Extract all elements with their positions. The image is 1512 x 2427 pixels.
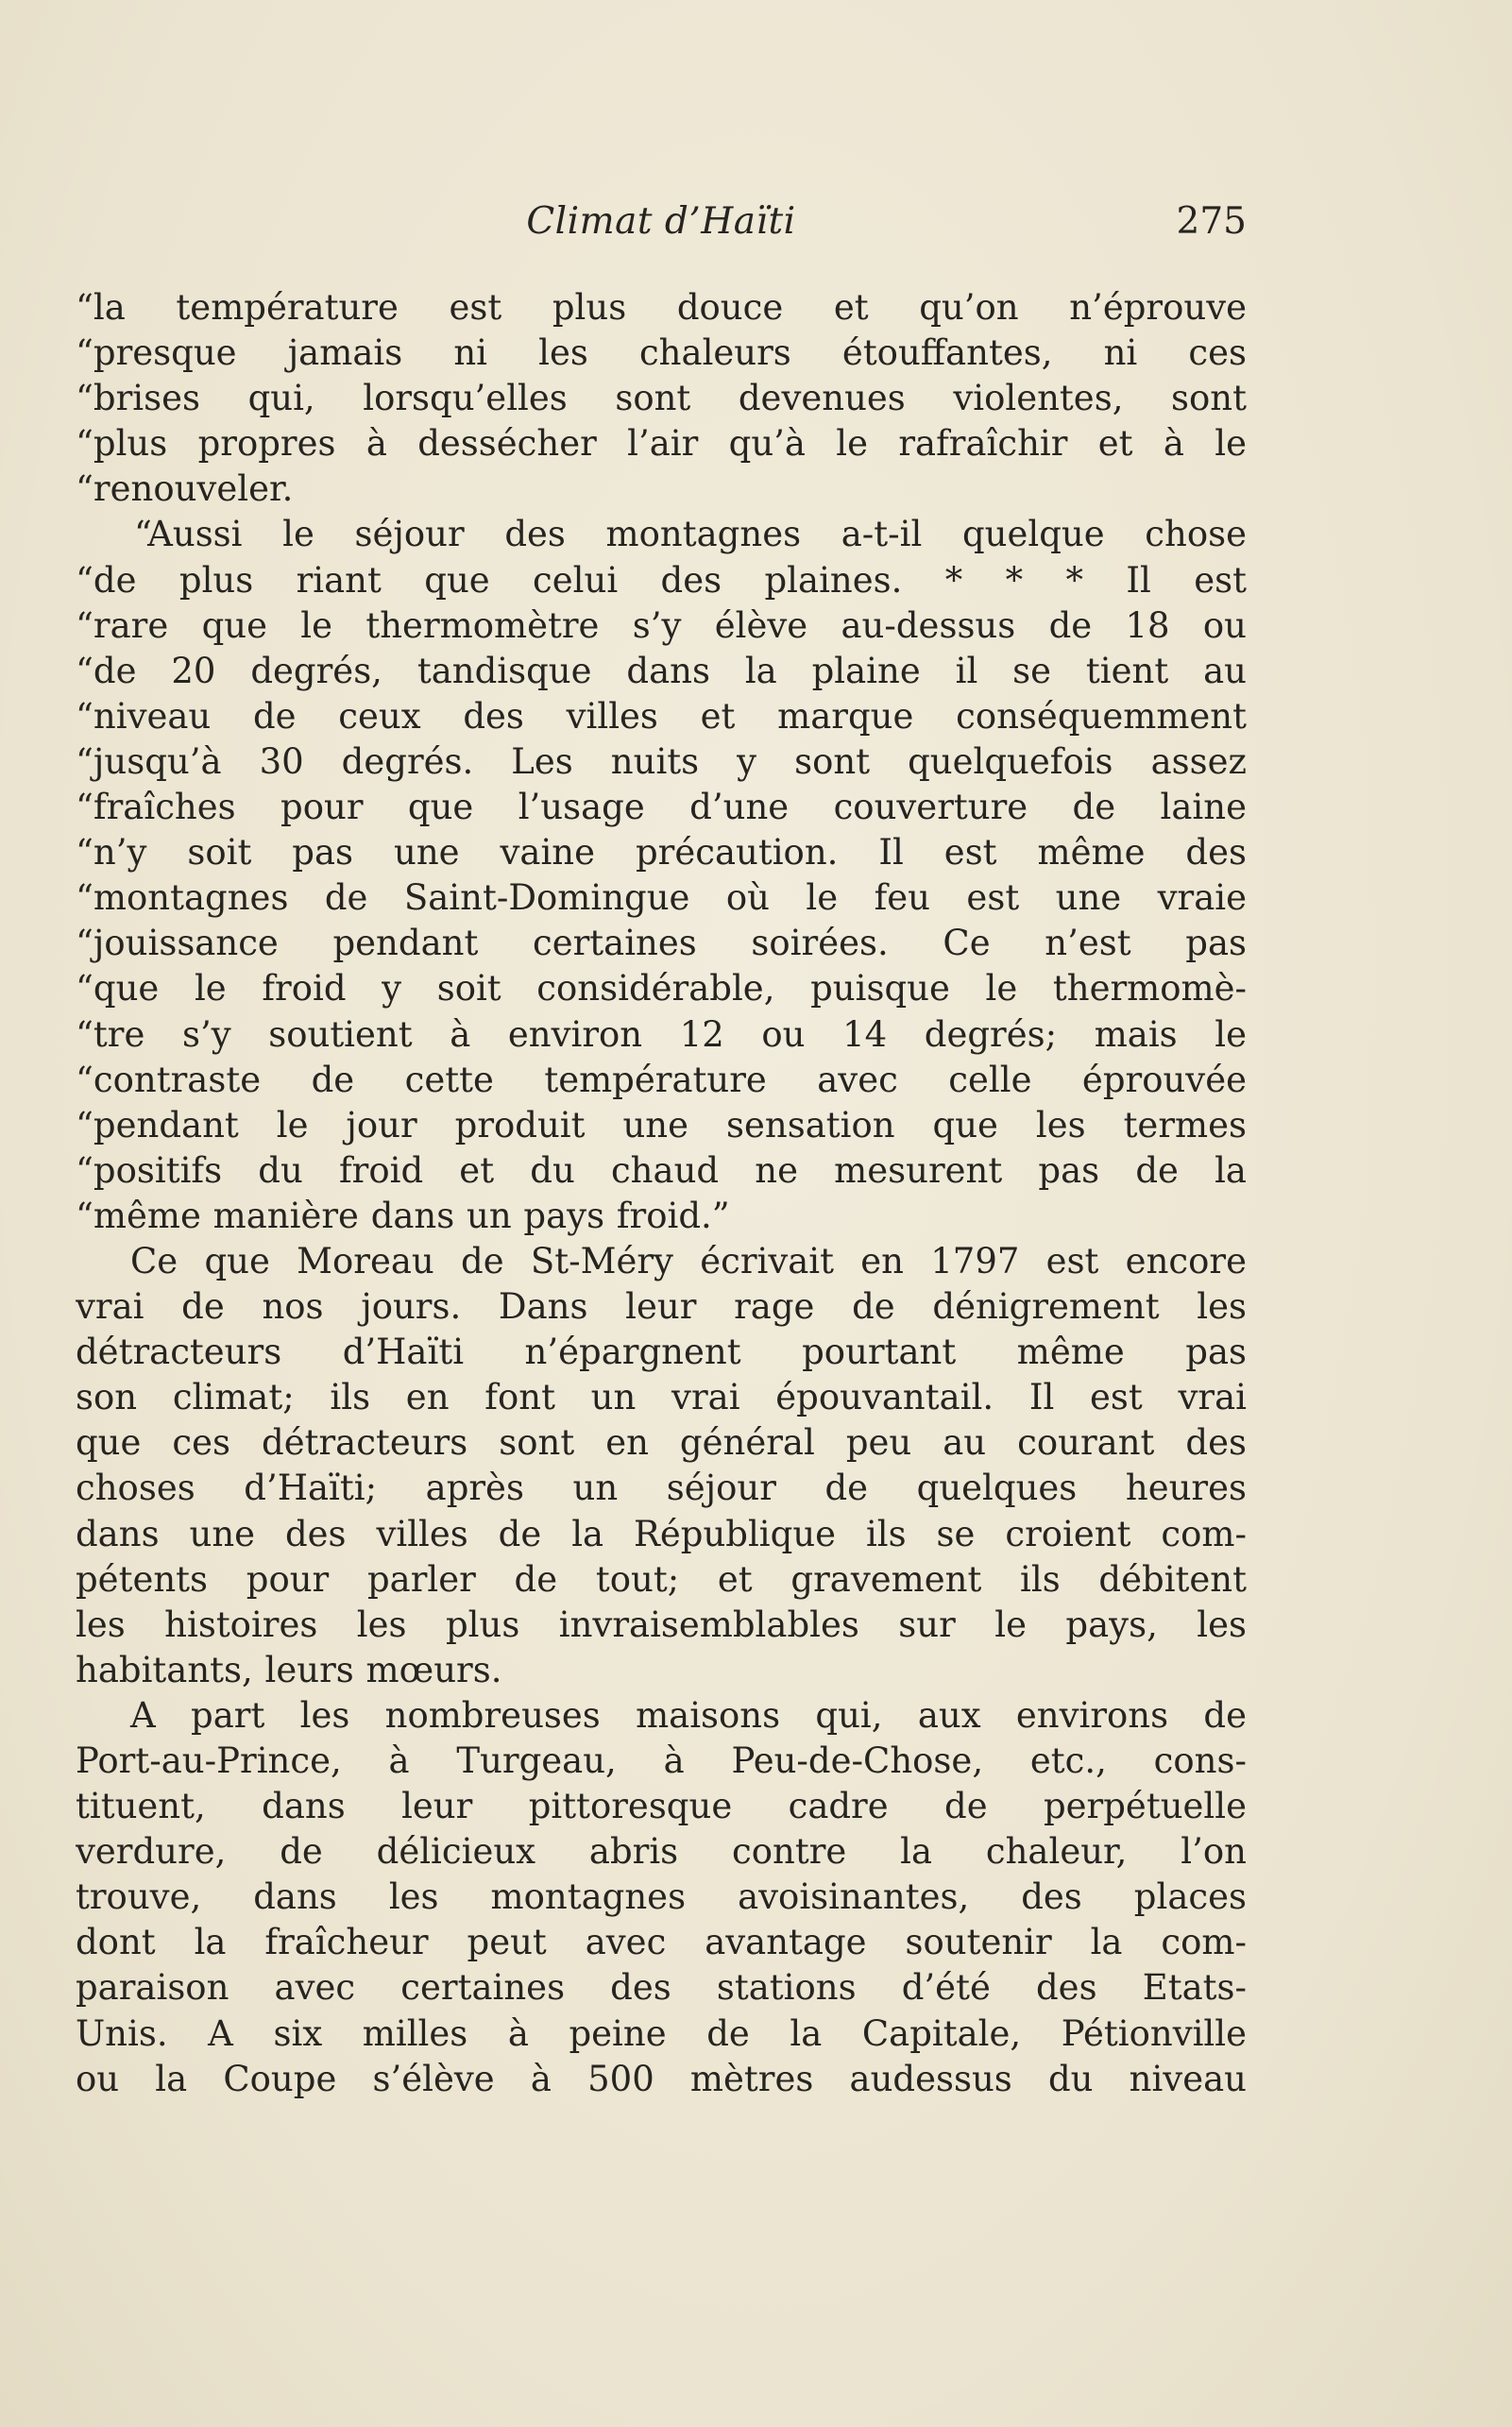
- text-line: “de 20 degrés, tandisque dans la plaine il se tient au: [76, 650, 1247, 691]
- text-line: “fraîches pour que l’usage d’une couverture de laine: [76, 787, 1247, 828]
- text-line: dont la fraîcheur peut avec avantage soutenir la com-: [76, 1922, 1247, 1963]
- text-line: “pendant le jour produit une sensation que les termes: [76, 1104, 1247, 1146]
- text-line: Port-au-Prince, à Turgeau, à Peu-de-Chose, etc., cons-: [76, 1740, 1247, 1781]
- text-line: les histoires les plus invraisemblables sur le pays, les: [76, 1604, 1247, 1645]
- text-line: tituent, dans leur pittoresque cadre de perpétuelle: [76, 1786, 1247, 1827]
- text-line: “contraste de cette température avec celle éprouvée: [76, 1059, 1247, 1100]
- body-text: [76, 285, 1247, 2102]
- text-line: “de plus riant que celui des plaines. * * * Il est: [76, 559, 1247, 601]
- text-line: “rare que le thermomètre s’y élève au-dessus de 18 ou: [76, 604, 1247, 646]
- running-title: Climat d’Haïti: [526, 200, 796, 243]
- text-line: choses d’Haïti; après un séjour de quelques heures: [76, 1468, 1247, 1509]
- text-line: Unis. A six milles à peine de la Capitale, Pétionville: [76, 2012, 1247, 2054]
- page-number: 275: [1176, 200, 1247, 243]
- text-line: vrai de nos jours. Dans leur rage de dénigrement les: [76, 1286, 1247, 1328]
- text-line: “niveau de ceux des villes et marque conséquemment: [76, 695, 1247, 737]
- text-line: que ces détracteurs sont en général peu au courant des: [76, 1422, 1247, 1464]
- text-line: détracteurs d’Haïti n’épargnent pourtant même pas: [76, 1332, 1247, 1373]
- text-line: “jusqu’à 30 degrés. Les nuits y sont quelquefois assez: [76, 740, 1247, 782]
- text-line: dans une des villes de la République ils se croient com-: [76, 1513, 1247, 1554]
- text-line: “montagnes de Saint-Domingue où le feu est une vraie: [76, 877, 1247, 919]
- text-line: “renouveler.: [76, 468, 294, 510]
- text-line: “brises qui, lorsqu’elles sont devenues violentes, sont: [76, 378, 1247, 419]
- text-line: pétents pour parler de tout; et gravement ils débitent: [76, 1558, 1247, 1600]
- text-line: “plus propres à dessécher l’air qu’à le rafraîchir et à le: [76, 423, 1247, 465]
- text-line: habitants, leurs mœurs.: [76, 1649, 502, 1690]
- text-line: “Aussi le séjour des montagnes a-t-il quelque chose: [134, 514, 1247, 555]
- text-line: son climat; ils en font un vrai épouvantail. Il est vrai: [76, 1377, 1247, 1418]
- text-line: ou la Coupe s’élève à 500 mètres audessus du niveau: [76, 2058, 1247, 2099]
- text-line: “positifs du froid et du chaud ne mesurent pas de la: [76, 1149, 1247, 1191]
- text-line: “que le froid y soit considérable, puisque le thermomè-: [76, 968, 1247, 1010]
- text-line: trouve, dans les montagnes avoisinantes, des places: [76, 1876, 1247, 1918]
- text-line: paraison avec certaines des stations d’été des Etats-: [76, 1967, 1247, 2009]
- text-line: A part les nombreuses maisons qui, aux environs de: [130, 1694, 1247, 1736]
- text-line: “n’y soit pas une vaine précaution. Il est même des: [76, 832, 1247, 874]
- text-line: verdure, de délicieux abris contre la chaleur, l’on: [76, 1831, 1247, 1873]
- text-line: “la température est plus douce et qu’on n’éprouve: [76, 287, 1247, 328]
- text-line: Ce que Moreau de St-Méry écrivait en 1797 est encore: [130, 1240, 1247, 1281]
- text-line: “jouissance pendant certaines soirées. Ce n’est pas: [76, 923, 1247, 964]
- text-line: “presque jamais ni les chaleurs étouffantes, ni ces: [76, 332, 1247, 374]
- page-header: [76, 200, 1247, 257]
- text-line: “même manière dans un pays froid.”: [76, 1195, 730, 1236]
- text-line: “tre s’y soutient à environ 12 ou 14 degrés; mais le: [76, 1013, 1247, 1055]
